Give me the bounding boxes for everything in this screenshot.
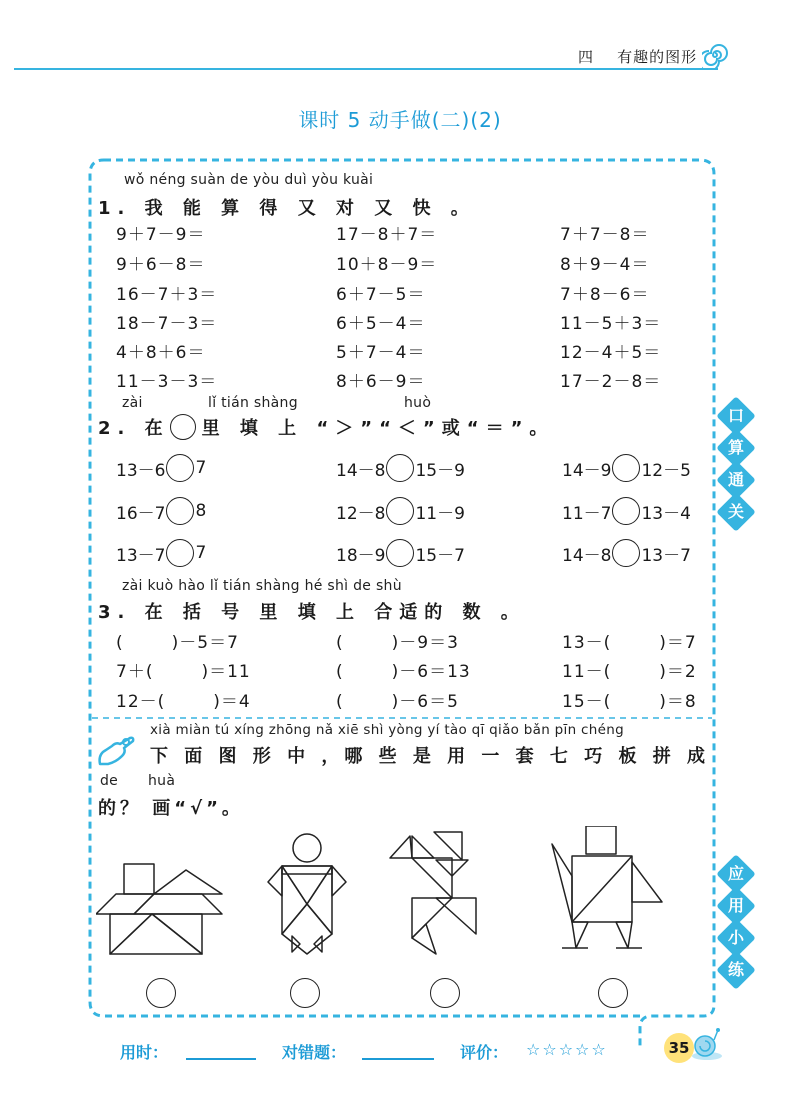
q4-title-line2: 的？ 画“√”。 — [98, 798, 244, 819]
q2-title-circle — [170, 414, 196, 440]
q2-left: 14－9 — [562, 460, 612, 481]
q1-row-6-col-3: 17－2－8＝ — [560, 372, 662, 392]
q2-row-3-col-2 — [336, 539, 465, 567]
q3-left: 11－( — [562, 662, 612, 682]
q1-row-4-col-3: 11－5＋3＝ — [560, 314, 662, 334]
compare-circle[interactable] — [166, 497, 194, 525]
q2-right: 7 — [195, 543, 207, 563]
time-label: 用时： — [120, 1043, 169, 1062]
q4-pinyin-line1: xià miàn tú xíng zhōng nǎ xiē shì yòng yí tào qī qiǎo bǎn pīn chéng — [150, 722, 624, 738]
q1-row-6-col-1: 11－3－3＝ — [116, 372, 218, 392]
q1-row-2-col-3: 8＋9－4＝ — [560, 255, 650, 275]
q1-row-5-col-2: 5＋7－4＝ — [336, 343, 426, 363]
lesson-title: 课时 5 动手做(二)(2) — [298, 108, 502, 132]
q2-left: 11－7 — [562, 503, 612, 524]
q1-title: 1. 我 能 算 得 又 对 又 快 。 — [98, 198, 476, 219]
unit-number: 四 — [578, 48, 595, 66]
answer-circle-bird[interactable] — [430, 978, 460, 1008]
q2-right: 8 — [195, 501, 207, 521]
q1-row-2-col-2: 10＋8－9＝ — [336, 255, 438, 275]
side-tag-char: 小 — [727, 928, 744, 947]
q3-row-2-col-1 — [116, 657, 251, 682]
compare-circle[interactable] — [612, 539, 640, 567]
rating-stars[interactable]: ☆☆☆☆☆ — [526, 1040, 608, 1059]
q3-right: )＝2 — [659, 662, 697, 682]
compare-circle[interactable] — [386, 497, 414, 525]
q3-row-3-col-1 — [116, 687, 251, 712]
q3-row-2-col-2 — [336, 657, 471, 682]
tangram-figures — [96, 826, 696, 956]
q3-left: ( — [116, 633, 124, 653]
side-tag-lian — [718, 952, 754, 988]
q3-right: )＝11 — [201, 662, 251, 682]
q2-left: 16－7 — [116, 503, 166, 524]
unit-title: 有趣的图形 — [617, 48, 698, 66]
snail-icon — [690, 1026, 724, 1062]
hand-pointer-icon — [96, 734, 136, 768]
q2-row-1-col-3 — [562, 454, 691, 482]
time-field[interactable] — [186, 1058, 256, 1060]
q3-row-1-col-2 — [336, 628, 459, 653]
q2-row-3-col-3 — [562, 539, 691, 567]
q3-left: 7＋( — [116, 662, 154, 682]
q2-title — [98, 414, 554, 440]
q4-pinyin-de: de — [100, 773, 119, 789]
side-tag-char: 通 — [727, 470, 744, 489]
compare-circle[interactable] — [166, 454, 194, 482]
side-tag-char: 练 — [727, 960, 744, 979]
q3-right: )－6＝5 — [391, 692, 459, 712]
q3-left: 12－( — [116, 692, 166, 712]
q1-row-3-col-1: 16－7＋3＝ — [116, 285, 218, 305]
q3-row-1-col-3 — [562, 628, 697, 653]
q2-right: 7 — [195, 458, 207, 478]
side-tag-char: 口 — [727, 406, 744, 425]
q2-left: 12－8 — [336, 503, 386, 524]
q3-title: 3. 在 括 号 里 填 上 合适的 数 。 — [98, 602, 526, 623]
q2-row-1-col-2 — [336, 454, 465, 482]
q2-right: 13－7 — [641, 545, 691, 566]
q2-left: 13－6 — [116, 460, 166, 481]
compare-circle[interactable] — [612, 454, 640, 482]
figure-robot — [552, 826, 662, 948]
answer-circle-person[interactable] — [290, 978, 320, 1008]
q1-row-1-col-3: 7＋7－8＝ — [560, 225, 650, 245]
compare-circle[interactable] — [166, 539, 194, 567]
q2-row-3-col-1 — [116, 539, 206, 567]
q1-row-6-col-2: 8＋6－9＝ — [336, 372, 426, 392]
q3-left: ( — [336, 692, 344, 712]
q3-row-3-col-3 — [562, 687, 697, 712]
q3-row-3-col-2 — [336, 687, 459, 712]
q1-pinyin: wǒ néng suàn de yòu duì yòu kuài — [124, 172, 374, 188]
q2-left: 14－8 — [562, 545, 612, 566]
rating-label: 评价： — [460, 1043, 509, 1062]
q2-row-2-col-3 — [562, 497, 691, 525]
q3-row-1-col-1 — [116, 628, 239, 653]
answer-circle-house[interactable] — [146, 978, 176, 1008]
q3-pinyin: zài kuò hào lǐ tián shàng hé shì de shù — [122, 578, 402, 594]
q3-right: )－5＝7 — [171, 633, 239, 653]
q3-left: 13－( — [562, 633, 612, 653]
side-tag-char: 用 — [727, 896, 744, 915]
q2-row-2-col-1 — [116, 497, 206, 525]
q2-pinyin-huo: huò — [404, 395, 432, 411]
side-tag-char: 应 — [727, 864, 744, 883]
q2-left: 13－7 — [116, 545, 166, 566]
answer-circle-robot[interactable] — [598, 978, 628, 1008]
q2-left: 14－8 — [336, 460, 386, 481]
q3-left: ( — [336, 662, 344, 682]
q1-row-3-col-3: 7＋8－6＝ — [560, 285, 650, 305]
q3-right: )＝7 — [659, 633, 697, 653]
q2-left: 18－9 — [336, 545, 386, 566]
q2-right: 13－4 — [641, 503, 691, 524]
q1-row-5-col-1: 4＋8＋6＝ — [116, 343, 206, 363]
q2-title-rest: 里 填 上 “＞”“＜”或“＝”。 — [201, 418, 555, 439]
figure-person — [268, 834, 346, 954]
q2-right: 12－5 — [641, 460, 691, 481]
q2-pinyin-tian: lǐ tián shàng — [208, 395, 298, 411]
q3-right: )＝8 — [659, 692, 697, 712]
q2-pinyin-zai: zài — [122, 395, 143, 411]
q2-right: 15－9 — [415, 460, 465, 481]
q4-title-line1: 下 面 图 形 中 ，哪 些 是 用 一 套 七 巧 板 拼 成 — [150, 746, 710, 767]
q1-row-4-col-1: 18－7－3＝ — [116, 314, 218, 334]
q3-row-2-col-3 — [562, 657, 697, 682]
side-tag-char: 关 — [727, 502, 744, 521]
q2-right: 15－7 — [415, 545, 465, 566]
q1-row-1-col-2: 17－8＋7＝ — [336, 225, 438, 245]
q1-row-3-col-2: 6＋7－5＝ — [336, 285, 426, 305]
compare-circle[interactable] — [612, 497, 640, 525]
q1-row-1-col-1: 9＋7－9＝ — [116, 225, 206, 245]
errors-label: 对错题： — [282, 1043, 347, 1062]
q1-row-5-col-3: 12－4＋5＝ — [560, 343, 662, 363]
q3-right: )＝4 — [213, 692, 251, 712]
errors-field[interactable] — [362, 1058, 434, 1060]
q3-right: )－9＝3 — [391, 633, 459, 653]
q3-left: ( — [336, 633, 344, 653]
compare-circle[interactable] — [386, 539, 414, 567]
q4-pinyin-hua: huà — [148, 773, 176, 789]
q2-right: 11－9 — [415, 503, 465, 524]
figure-house — [96, 864, 222, 954]
q2-row-1-col-1 — [116, 454, 206, 482]
figure-bird — [390, 832, 476, 954]
q1-row-4-col-2: 6＋5－4＝ — [336, 314, 426, 334]
q3-right: )－6＝13 — [391, 662, 471, 682]
page-number: 35 — [664, 1033, 694, 1063]
side-tag-guan — [718, 494, 754, 530]
side-tag-char: 算 — [727, 438, 744, 457]
q3-left: 15－( — [562, 692, 612, 712]
q1-row-2-col-1: 9＋6－8＝ — [116, 255, 206, 275]
compare-circle[interactable] — [386, 454, 414, 482]
q2-title-start: 2. 在 — [98, 418, 170, 439]
q2-row-2-col-2 — [336, 497, 465, 525]
